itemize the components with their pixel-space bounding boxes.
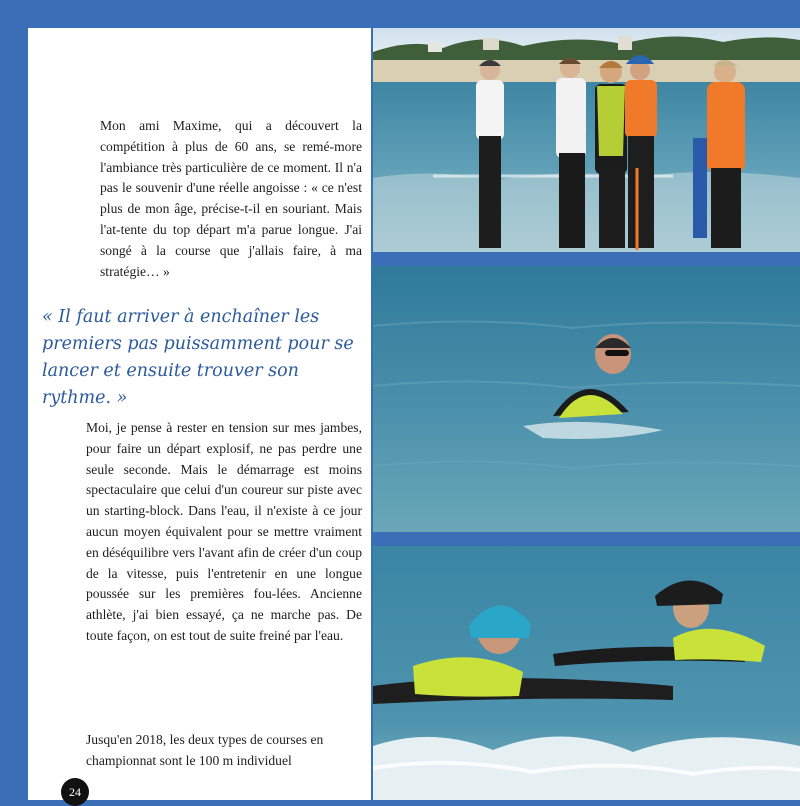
paragraph-continued: Jusqu'en 2018, les deux types de courses en championnat sont le 100 m individuel	[86, 732, 324, 768]
photo-two-swimmers	[373, 546, 800, 800]
page-number-badge: 24	[61, 778, 89, 806]
photo-group-on-beach	[373, 28, 800, 252]
photo-swimmer-yellow-vest	[373, 266, 800, 532]
paragraph-intro: Mon ami Maxime, qui a découvert la compétition à plus de 60 ans, se remé-more l'ambiance très particulière de ce moment. Il n'a pas le souvenir d'une réelle angoisse : « ce n'est plus de mon âge, précise-t-il en souriant. Mais l'at-tente du top départ m'a parue longue. J'ai songé à la course que j'allais faire, à ma stratégie… »	[100, 118, 362, 279]
text-page	[28, 28, 371, 800]
paragraph-body: Moi, je pense à rester en tension sur mes jambes, pour faire un départ explosif, ne pas perdre une seule seconde. Mais le démarrage est moins spectaculaire que celui d'un coureur sur piste avec un starting-block. Dans l'eau, il n'existe à ce jour aucun moyen équivalent pour se mettre vraiment en déséquilibre vers l'avant afin de créer d'un coup de la vitesse, puis l'entretenir en une longue poussée sur les premières fou-lées. Ancienne athlète, j'ai bien essayé, ça ne marche pas. De toute façon, on est tout de suite freiné par l'eau.	[86, 420, 362, 643]
pull-quote: « Il faut arriver à enchaîner les premiers pas puissamment pour se lancer et ensuite trouver son rythme. »	[42, 307, 354, 408]
